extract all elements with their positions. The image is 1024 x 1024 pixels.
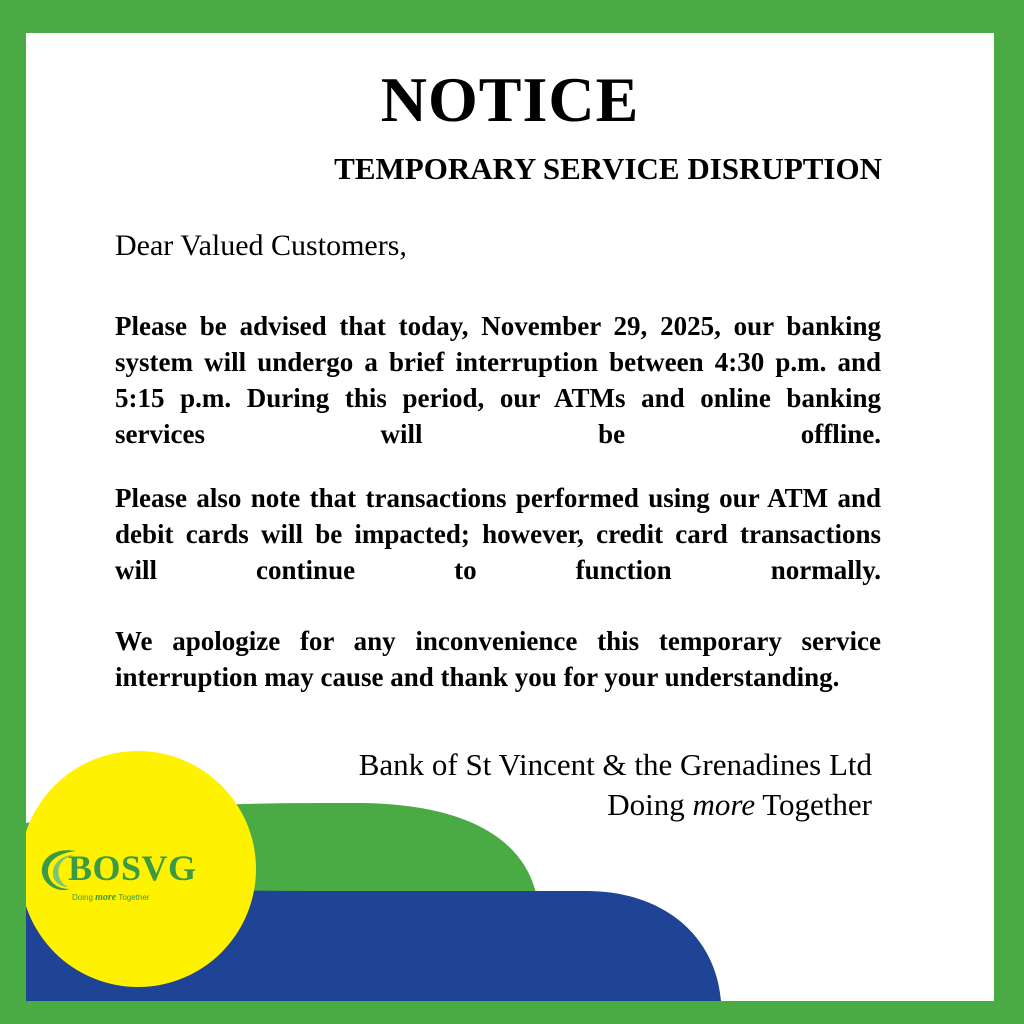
bosvg-logo (26, 749, 258, 989)
logo-tagline (72, 892, 149, 903)
notice-subtitle: TEMPORARY SERVICE DISRUPTION (334, 151, 882, 186)
notice-title: NOTICE (380, 64, 640, 135)
bank-name: Bank of St Vincent & the Grenadines Ltd (358, 747, 872, 782)
paragraph-apology: We apologize for any inconvenience this temporary service interruption may cause and thank you for your understanding. (115, 626, 881, 692)
logo-tag-end: Together (116, 893, 150, 902)
bank-tagline (607, 787, 872, 823)
greeting: Dear Valued Customers, (115, 229, 407, 262)
tagline-end: Together (755, 787, 872, 822)
notice-panel (26, 33, 994, 1001)
logo-wordmark: BOSVG (68, 848, 197, 888)
logo-tag-emphasis: more (95, 892, 117, 903)
paragraph-service-interruption: Please be advised that today, November 29, 2025, our banking system will undergo a brief interruption between 4:30 p.m. and 5:15 p.m. During this period, our ATMs and online banking services will be offline. (115, 311, 881, 449)
paragraph-card-impact: Please also note that transactions performed using our ATM and debit cards will be impacted; however, credit card transactions will continue to function normally. (115, 483, 881, 585)
tagline-start: Doing (607, 787, 693, 822)
tagline-emphasis: more (692, 787, 756, 822)
logo-tag-start: Doing (72, 893, 96, 902)
